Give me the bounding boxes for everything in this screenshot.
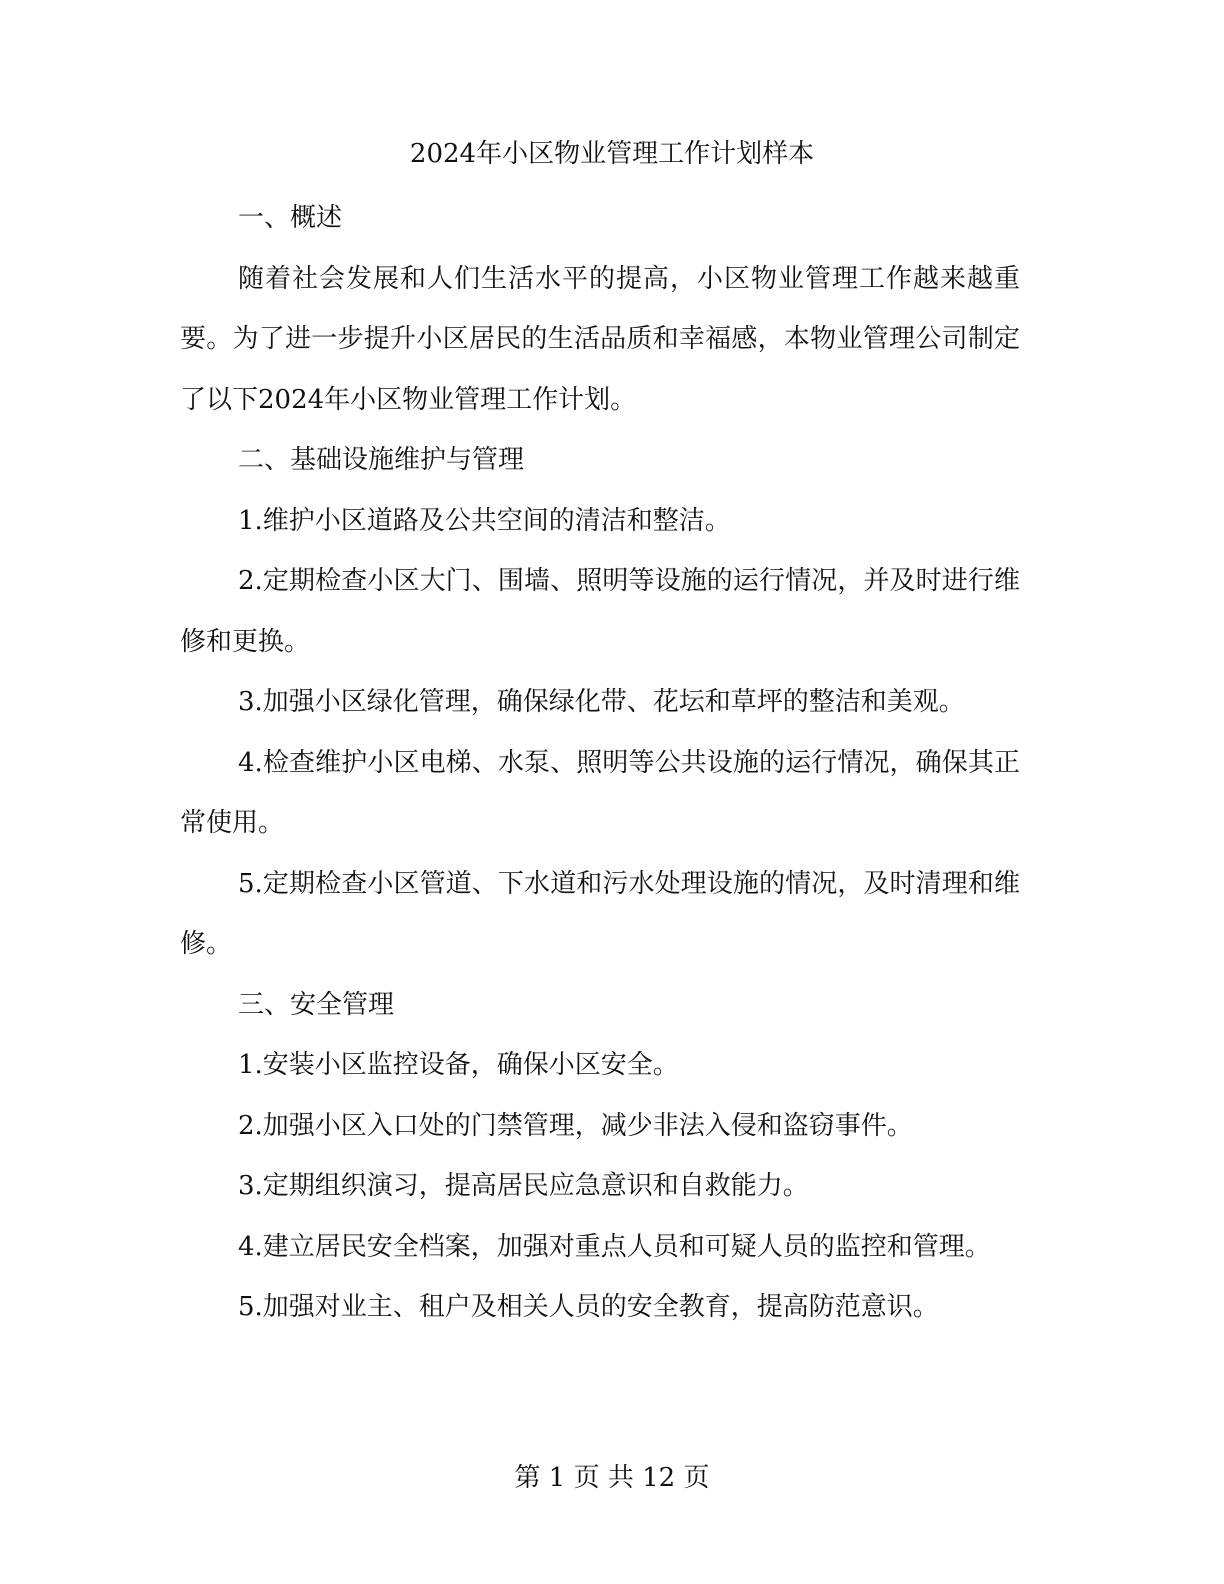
- page-number-footer: 第 1 页 共 12 页: [514, 1463, 710, 1493]
- document-body: [180, 188, 1020, 1338]
- list-item: 1.维护小区道路及公共空间的清洁和整洁。: [238, 505, 731, 536]
- document-title: 2024年小区物业管理工作计划样本: [409, 139, 815, 169]
- list-item: 3.加强小区绿化管理，确保绿化带、花坛和草坪的整洁和美观。: [238, 687, 965, 717]
- section-heading-infrastructure: 二、基础设施维护与管理: [238, 445, 525, 475]
- list-item: 2.加强小区入口处的门禁管理，减少非法入侵和盗窃事件。: [238, 1110, 913, 1141]
- list-item: 2.定期检查小区大门、围墙、照明等设施的运行情况，并及时进行维修和更换。: [180, 566, 1020, 657]
- list-item: 3.定期组织演习，提高居民应急意识和自救能力。: [238, 1171, 809, 1201]
- list-item: 1.安装小区监控设备，确保小区安全。: [238, 1050, 679, 1080]
- paragraph-overview: 随着社会发展和人们生活水平的提高，小区物业管理工作越来越重要。为了进一步提升小区居民的生活品质和幸福感，本物业管理公司制定了以下2024年小区物业管理工作计划。: [180, 263, 1020, 415]
- section-heading-safety: 三、安全管理: [238, 989, 395, 1020]
- section-heading-overview: 一、概述: [238, 203, 343, 233]
- list-item: 5.加强对业主、租户及相关人员的安全教育，提高防范意识。: [238, 1292, 939, 1322]
- list-item: 4.检查维护小区电梯、水泵、照明等公共设施的运行情况，确保其正常使用。: [180, 747, 1020, 838]
- list-item: 4.建立居民安全档案，加强对重点人员和可疑人员的监控和管理。: [238, 1231, 991, 1262]
- list-item: 5.定期检查小区管道、下水道和污水处理设施的情况，及时清理和维修。: [180, 868, 1020, 959]
